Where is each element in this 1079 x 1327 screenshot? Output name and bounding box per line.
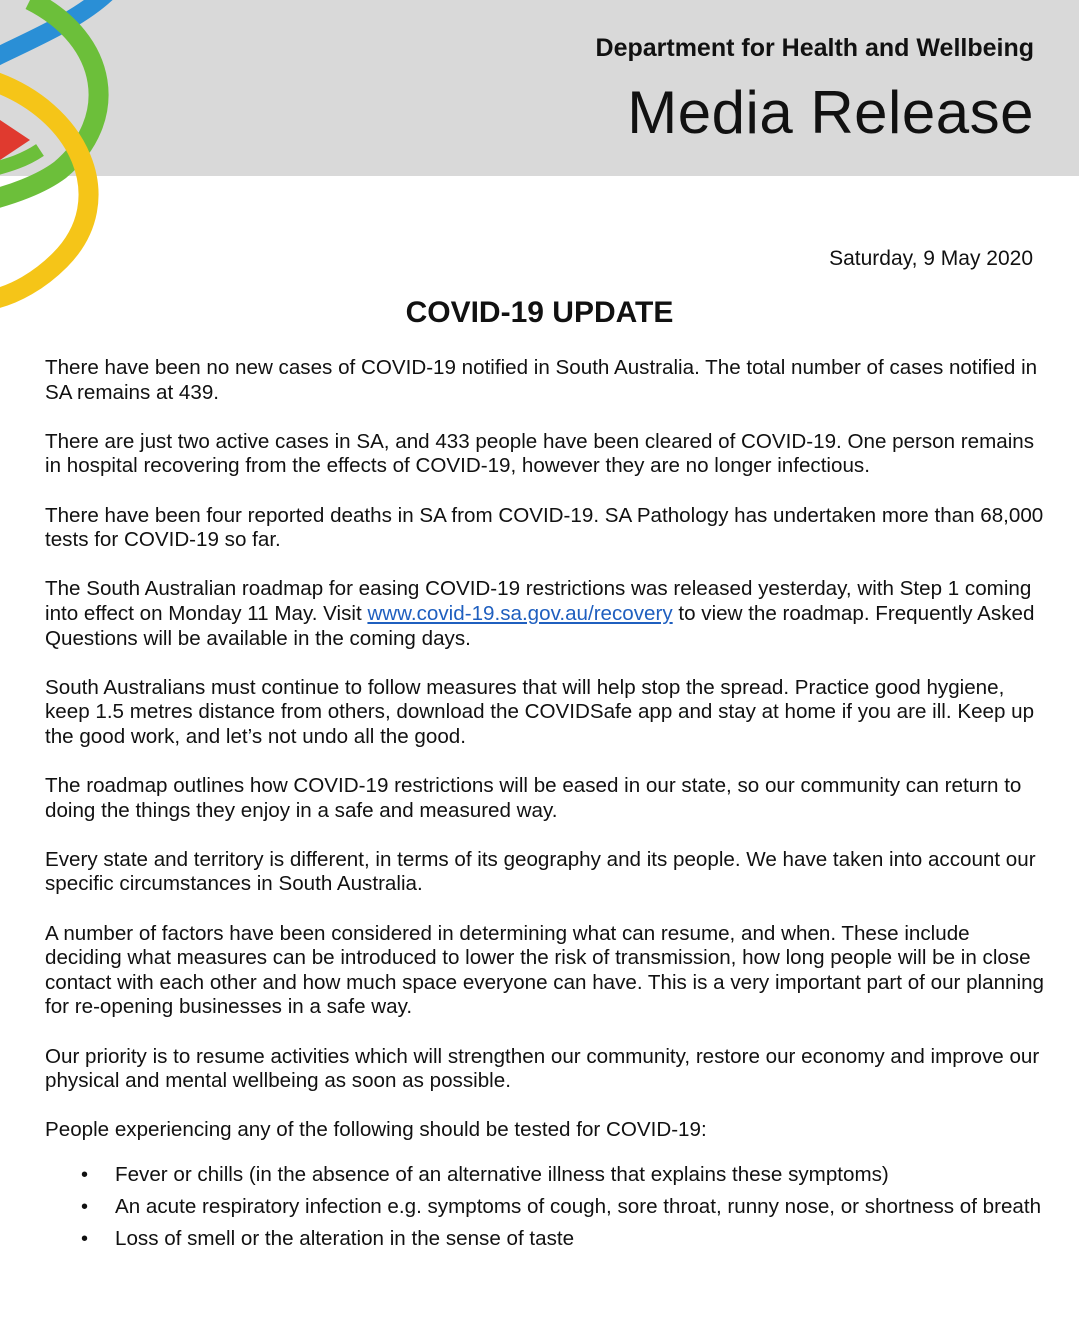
paragraph-factors: A number of factors have been considered in determining what can resume, and when. These include deciding what measures can be introduced to lower the risk of transmission, how long people will be in close contact with each other and how much space everyone can have. This is a very important part of our planning for re-opening businesses in a safe way.: [45, 921, 1044, 1019]
list-item: [45, 1161, 1045, 1189]
symptom-text: Fever or chills (in the absence of an alternative illness that explains these symptoms): [115, 1163, 889, 1186]
document-type-title: Media Release: [627, 79, 1034, 146]
list-item: [45, 1193, 1045, 1221]
release-title: COVID-19 UPDATE: [405, 296, 674, 329]
paragraph-deaths-tests: There have been four reported deaths in SA from COVID-19. SA Pathology has undertaken more than 68,000 tests for COVID-19 so far.: [45, 503, 1044, 552]
department-name: Department for Health and Wellbeing: [595, 34, 1034, 62]
paragraph-active-cases: There are just two active cases in SA, and 433 people have been cleared of COVID-19. One person remains in hospital recovering from the effects of COVID-19, however they are no longer infectious.: [45, 429, 1035, 478]
symptoms-list: [45, 1161, 1045, 1253]
list-item: [45, 1225, 1045, 1253]
roadmap-text-after: to view the roadmap. Frequently Asked Questions will be available in the coming days.: [45, 601, 1035, 650]
release-body: [45, 356, 1045, 1257]
symptom-text: An acute respiratory infection e.g. symptoms of cough, sore throat, runny nose, or shortness of breath: [115, 1195, 1042, 1218]
bullet-icon: •: [81, 1196, 89, 1218]
paragraph-roadmap-outline: The roadmap outlines how COVID-19 restrictions will be eased in our state, so our community can return to doing the things they enjoy in a safe and measured way.: [45, 774, 1022, 822]
symptom-text: Loss of smell or the alteration in the sense of taste: [115, 1227, 575, 1250]
paragraph-priority: Our priority is to resume activities which will strengthen our community, restore our economy and improve our physical and mental wellbeing as soon as possible.: [45, 1044, 1040, 1093]
bullet-icon: •: [81, 1164, 89, 1186]
decorative-ribbon-logo: [0, 0, 140, 310]
bullet-icon: •: [81, 1228, 89, 1250]
paragraph-measures: South Australians must continue to follow measures that will help stop the spread. Practice good hygiene, keep 1.5 metres distance from others, download the COVIDSafe app and stay at home if you are ill. Keep up the good work, and let’s not undo all the good.: [45, 675, 1035, 748]
paragraph-case-count: There have been no new cases of COVID-19 notified in South Australia. The total number of cases notified in SA remains at 439.: [45, 356, 1038, 404]
paragraph-roadmap: [45, 577, 1045, 651]
paragraph-testing-intro: People experiencing any of the following should be tested for COVID-19:: [45, 1118, 707, 1142]
roadmap-text-before: The South Australian roadmap for easing COVID-19 restrictions was released yesterday, with Step 1 coming into effect on Monday 11 May. Visit: [45, 577, 1032, 625]
paragraph-state-differences: Every state and territory is different, in terms of its geography and its people. We have taken into account our specific circumstances in South Australia.: [45, 847, 1036, 896]
release-date: Saturday, 9 May 2020: [829, 247, 1033, 270]
recovery-link[interactable]: www.covid-19.sa.gov.au/recovery: [367, 601, 673, 625]
